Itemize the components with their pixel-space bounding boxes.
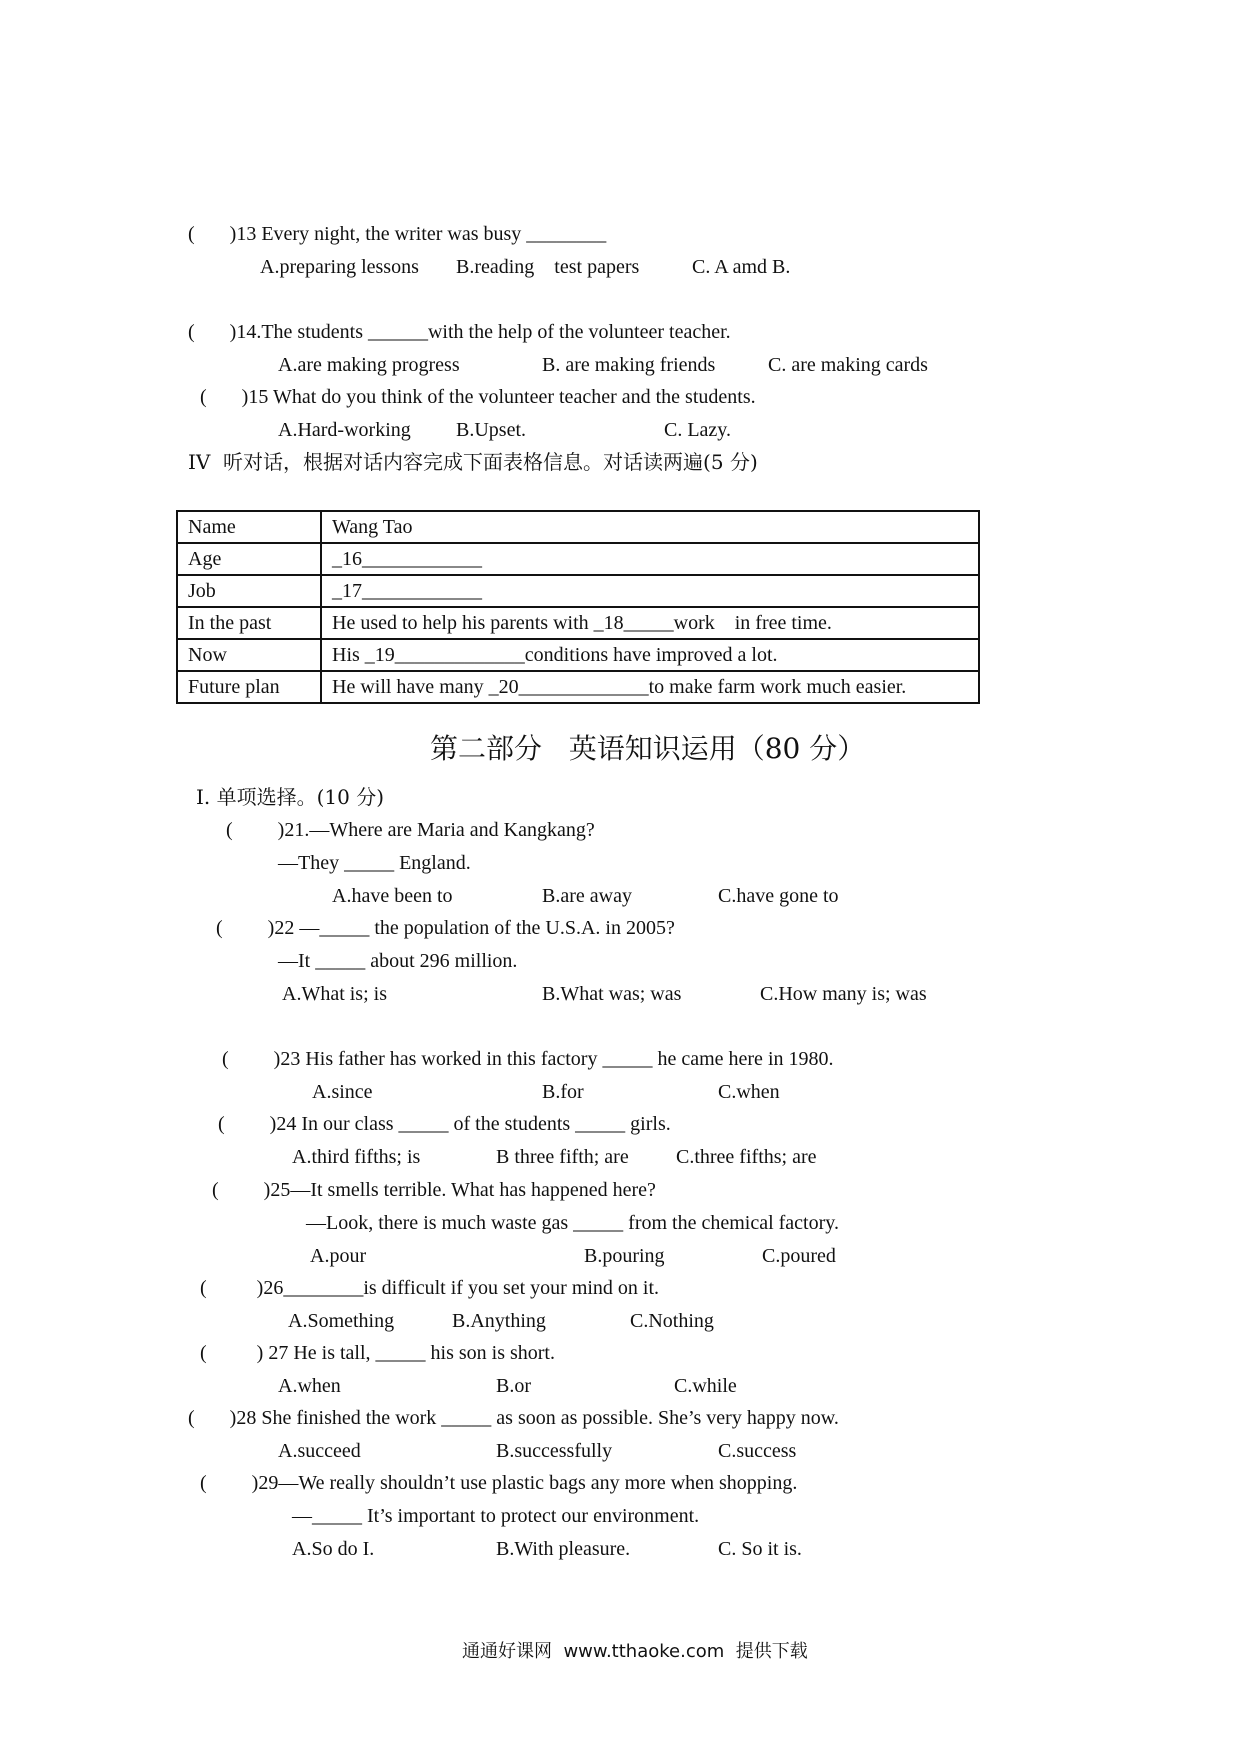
table-row: [177, 575, 979, 607]
question-27-stem: ( ) 27 He is tall, _____ his son is short.: [200, 1342, 555, 1364]
table-value-cell: He used to help his parents with _18_____work in free time.: [321, 607, 979, 639]
question-29-option-a: A.So do I.: [292, 1538, 375, 1560]
question-25-option-b: B.pouring: [584, 1245, 665, 1267]
question-28-stem: ( )28 She finished the work _____ as soon as possible. She’s very happy now.: [188, 1407, 839, 1429]
question-14-stem: ( )14.The students ______with the help of the volunteer teacher.: [188, 321, 731, 343]
question-14-option-c: C. are making cards: [768, 354, 928, 376]
table-row: [177, 639, 979, 671]
question-15-stem: ( )15 What do you think of the volunteer teacher and the students.: [200, 386, 756, 408]
question-22-line-2: —It _____ about 296 million.: [278, 950, 518, 972]
question-29-line-2: —_____ It’s important to protect our environment.: [292, 1505, 700, 1527]
question-28-option-b: B.successfully: [496, 1440, 613, 1462]
question-21-option-c: C.have gone to: [718, 885, 839, 907]
question-24-option-b: B three fifth; are: [496, 1146, 629, 1168]
question-27-option-a: A.when: [278, 1375, 341, 1397]
question-22-stem: ( )22 —_____ the population of the U.S.A. in 2005?: [216, 917, 675, 939]
table-row: [177, 607, 979, 639]
question-13-option-a: A.preparing lessons: [260, 256, 419, 278]
question-22-option-a: A.What is; is: [282, 983, 387, 1005]
question-15-option-a: A.Hard-working: [278, 419, 411, 441]
question-26-option-c: C.Nothing: [630, 1310, 714, 1332]
table-value-cell: _17____________: [321, 575, 979, 607]
table-key-cell: In the past: [177, 607, 321, 639]
table-row: [177, 511, 979, 543]
question-14-option-b: B. are making friends: [542, 354, 716, 376]
table-value-cell: His _19_____________conditions have improved a lot.: [321, 639, 979, 671]
question-27-option-c: C.while: [674, 1375, 737, 1397]
table-key-cell: Age: [177, 543, 321, 575]
page-footer: 通通好课网 www.tthaoke.com 提供下载: [462, 1641, 808, 1662]
question-13-option-c: C. A amd B.: [692, 256, 791, 278]
question-29-option-c: C. So it is.: [718, 1538, 802, 1560]
question-24-option-c: C.three fifths; are: [676, 1146, 817, 1168]
question-15-option-c: C. Lazy.: [664, 419, 732, 441]
question-26-option-b: B.Anything: [452, 1310, 546, 1332]
question-21-stem: ( )21.—Where are Maria and Kangkang?: [226, 819, 595, 841]
question-13-option-b: B.reading test papers: [456, 256, 640, 278]
table-key-cell: Future plan: [177, 671, 321, 703]
question-25-option-c: C.poured: [762, 1245, 836, 1267]
question-21-line-2: —They _____ England.: [278, 852, 471, 874]
table-value-cell: _16____________: [321, 543, 979, 575]
question-28-option-c: C.success: [718, 1440, 797, 1462]
table-key-cell: Job: [177, 575, 321, 607]
part-2-heading: 第二部分 英语知识运用（80 分）: [430, 732, 866, 765]
question-23-option-b: B.for: [542, 1081, 584, 1103]
table-row: [177, 671, 979, 703]
table-value-cell: He will have many _20_____________to make farm work much easier.: [321, 671, 979, 703]
section-1-instruction: Ⅰ. 单项选择。(10 分): [196, 785, 385, 809]
question-24-stem: ( )24 In our class _____ of the students _____ girls.: [218, 1113, 671, 1135]
question-28-option-a: A.succeed: [278, 1440, 361, 1462]
question-21-option-b: B.are away: [542, 885, 632, 907]
question-22-option-c: C.How many is; was: [760, 983, 927, 1005]
question-29-stem: ( )29—We really shouldn’t use plastic bags any more when shopping.: [200, 1472, 798, 1494]
question-26-option-a: A.Something: [288, 1310, 395, 1332]
question-25-option-a: A.pour: [310, 1245, 367, 1267]
question-22-option-b: B.What was; was: [542, 983, 682, 1005]
question-23-stem: ( )23 His father has worked in this factory _____ he came here in 1980.: [222, 1048, 834, 1070]
section-4-instruction: IV 听对话，根据对话内容完成下面表格信息。对话读两遍(5 分): [188, 450, 758, 474]
question-15-option-b: B.Upset.: [456, 419, 526, 441]
question-25-line-2: —Look, there is much waste gas _____ from the chemical factory.: [306, 1212, 839, 1234]
table-key-cell: Name: [177, 511, 321, 543]
question-14-option-a: A.are making progress: [278, 354, 460, 376]
question-25-stem: ( )25—It smells terrible. What has happened here?: [212, 1179, 656, 1201]
info-table: [176, 510, 980, 704]
question-23-option-a: A.since: [312, 1081, 373, 1103]
table-value-cell: Wang Tao: [321, 511, 979, 543]
question-23-option-c: C.when: [718, 1081, 780, 1103]
question-26-stem: ( )26________is difficult if you set your mind on it.: [200, 1277, 660, 1299]
question-24-option-a: A.third fifths; is: [292, 1146, 421, 1168]
table-row: [177, 543, 979, 575]
question-21-option-a: A.have been to: [332, 885, 453, 907]
question-13-stem: ( )13 Every night, the writer was busy ________: [188, 223, 607, 245]
table-key-cell: Now: [177, 639, 321, 671]
question-29-option-b: B.With pleasure.: [496, 1538, 631, 1560]
question-27-option-b: B.or: [496, 1375, 531, 1397]
